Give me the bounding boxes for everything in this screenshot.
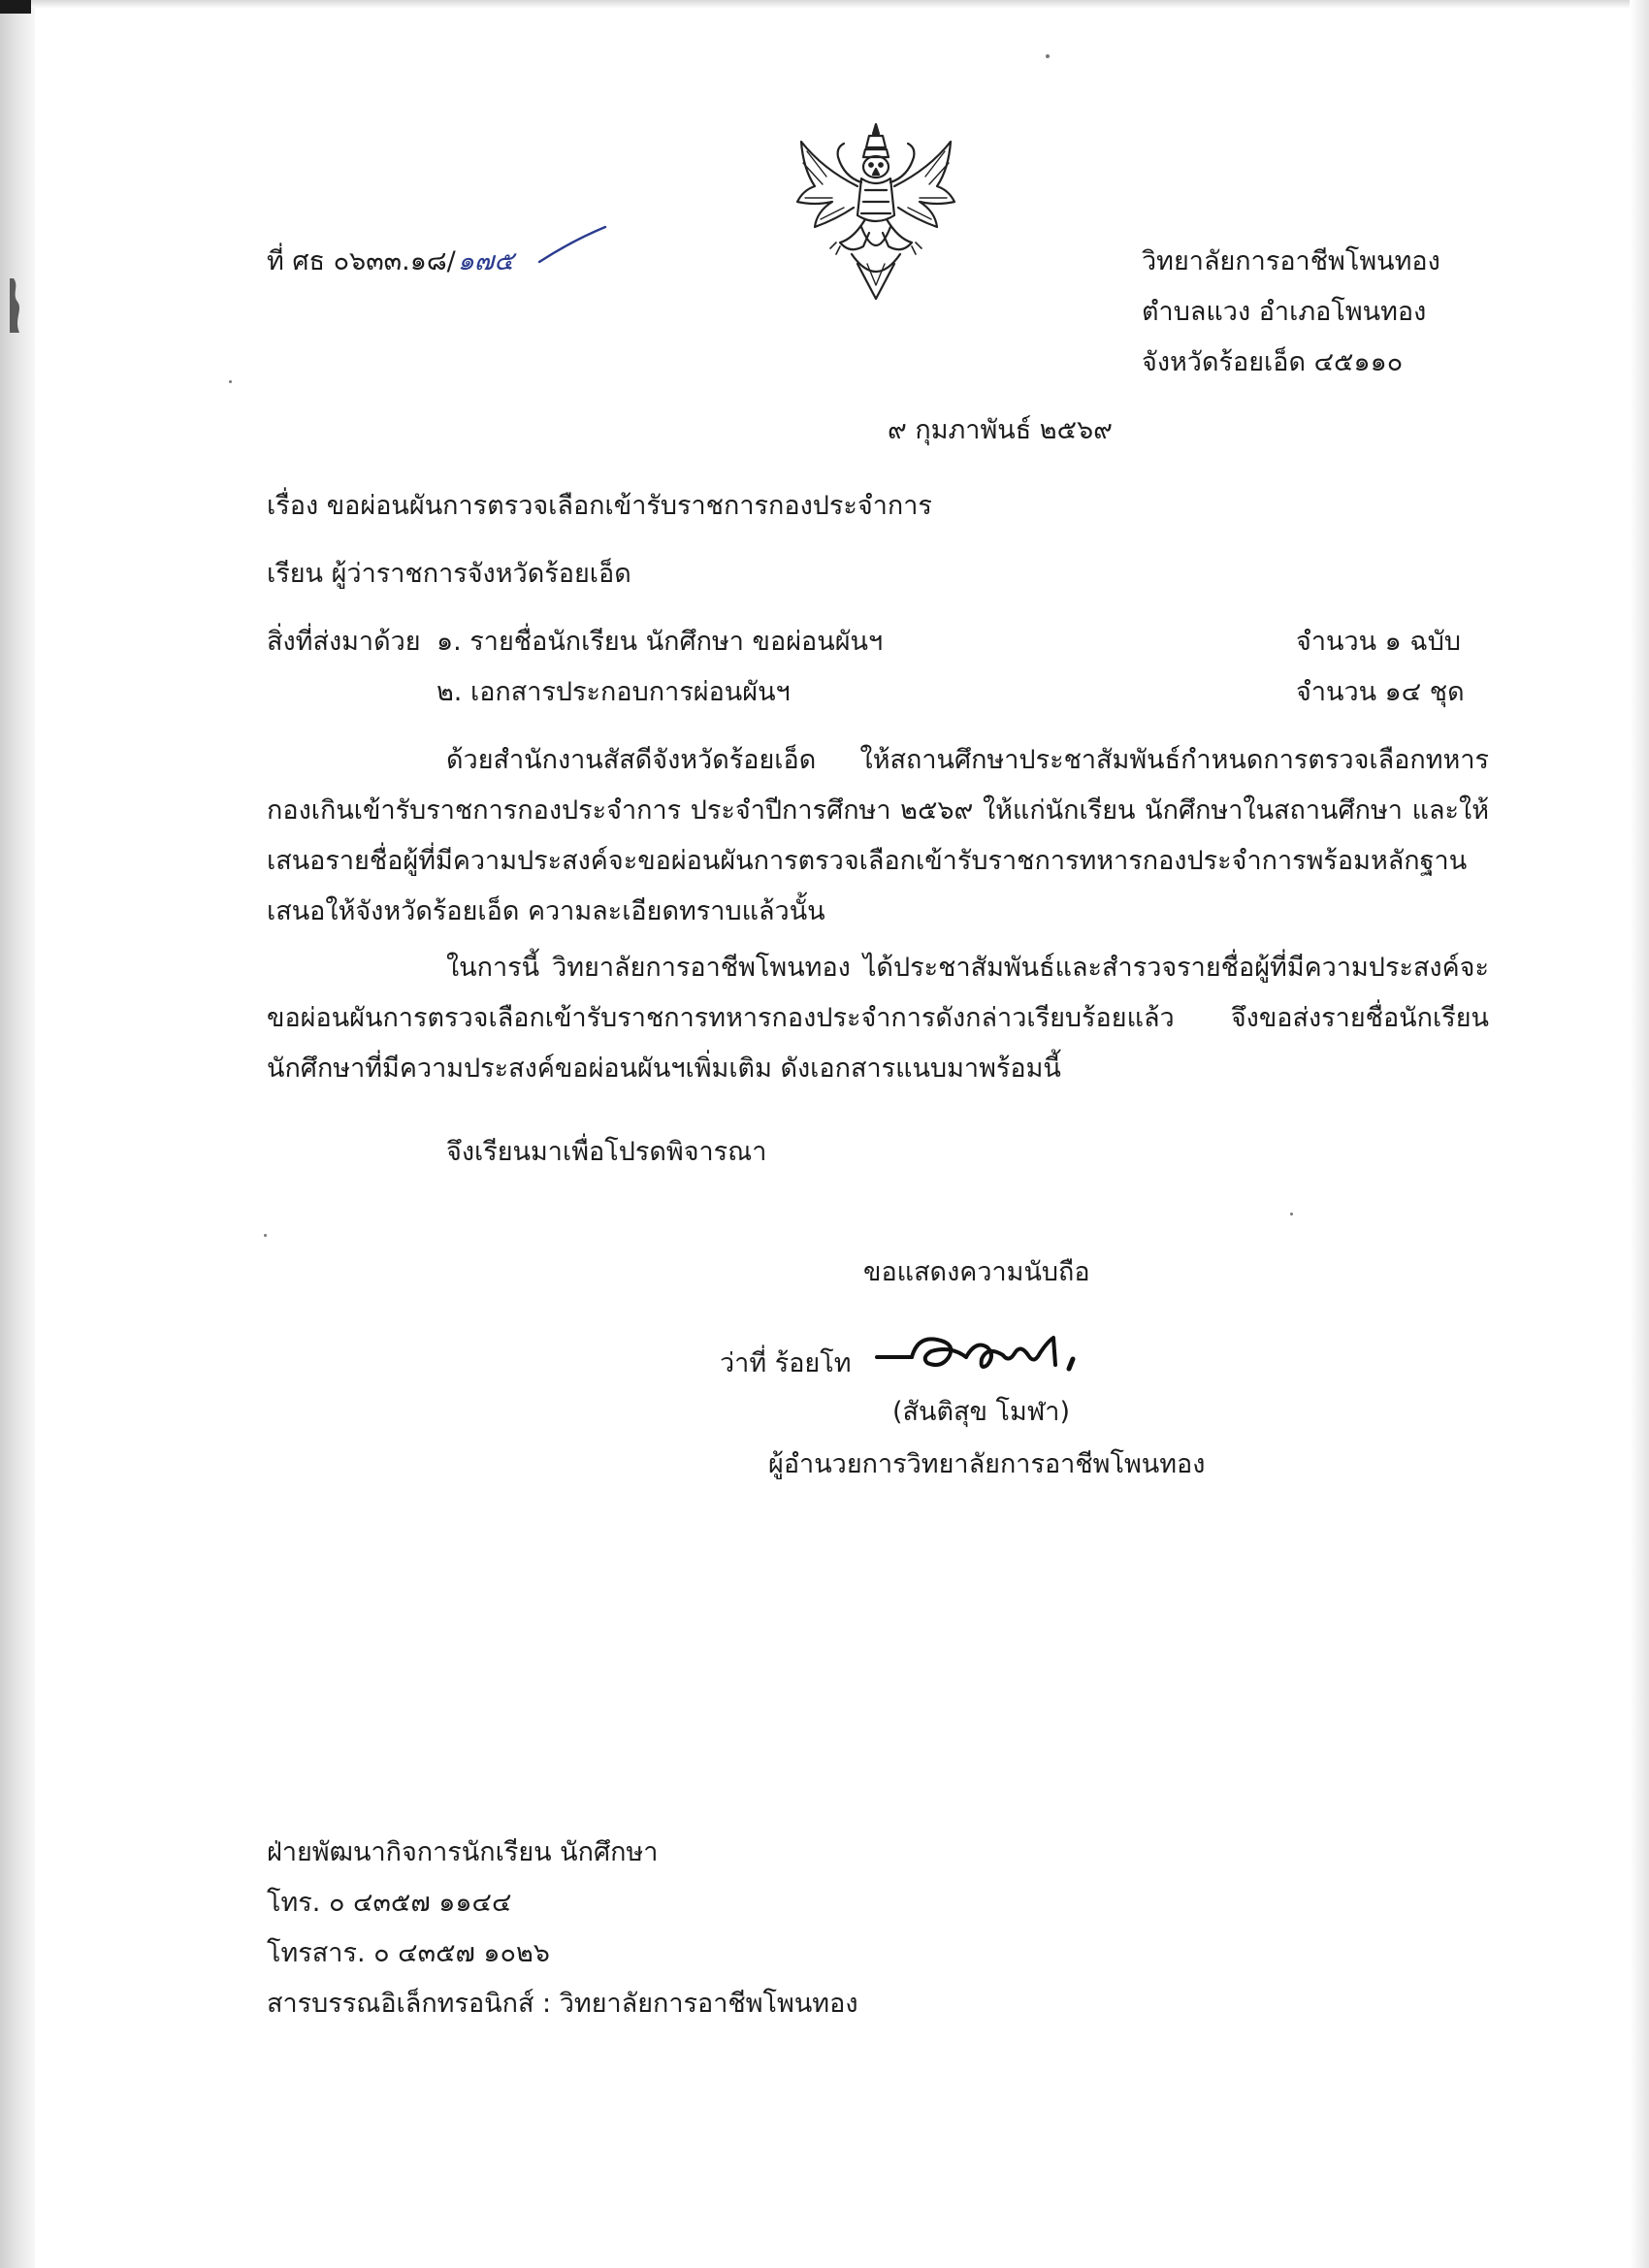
footer-fax: โทรสาร. ๐ ๔๓๕๗ ๑๐๒๖ (267, 1938, 550, 1968)
garuda-emblem-icon (793, 118, 958, 303)
complimentary-close: ขอแสดงความนับถือ (863, 1257, 1090, 1287)
signer-title: ผู้อำนวยการวิทยาลัยการอาชีพโพนทอง (768, 1449, 1206, 1479)
dust-speck (1290, 1213, 1293, 1215)
reference-number (267, 246, 514, 277)
dust-speck (1046, 54, 1050, 58)
handwritten-stroke (534, 223, 611, 272)
reference-handwritten-number: ๑๗๕ (457, 246, 514, 276)
scan-corner-mark (0, 0, 31, 14)
footer-department: ฝ่ายพัฒนากิจการนักเรียน นักศึกษา (267, 1837, 659, 1867)
footer-phone: โทร. ๐ ๔๓๕๗ ๑๑๔๔ (267, 1888, 512, 1918)
scan-edge-right (1630, 0, 1649, 2268)
signer-rank: ว่าที่ ร้อยโท (720, 1348, 852, 1378)
paper-tear-mark (8, 276, 29, 335)
footer-email: สารบรรณอิเล็กทรอนิกส์ : วิทยาลัยการอาชีพโพนทอง (267, 1989, 858, 2019)
enclosure-item: ๑. รายชื่อนักเรียน นักศึกษา ขอผ่อนผันฯ (436, 627, 884, 657)
scan-edge-top (0, 0, 1649, 8)
enclosure-item: ๒. เอกสารประกอบการผ่อนผันฯ (436, 677, 791, 707)
sender-address-line: วิทยาลัยการอาชีพโพนทอง (1142, 246, 1440, 276)
letter-subject: เรื่อง ขอผ่อนผันการตรวจเลือกเข้ารับราชการกองประจำการ (267, 491, 932, 521)
enclosure-quantity: จำนวน ๑ ฉบับ (1296, 627, 1462, 657)
enclosures-label: สิ่งที่ส่งมาด้วย (267, 627, 421, 657)
scan-edge-left (0, 0, 35, 2268)
sender-address-line: ตำบลแวง อำเภอโพนทอง (1142, 297, 1427, 327)
sender-address-line: จังหวัดร้อยเอ็ด ๔๕๑๑๐ (1142, 347, 1404, 377)
dust-speck (264, 1234, 267, 1237)
letter-date: ๙ กุมภาพันธ์ ๒๕๖๙ (888, 415, 1113, 445)
dust-speck (229, 380, 232, 383)
signer-name: (สันติสุข โมฬา) (892, 1397, 1070, 1427)
letter-salutation: เรียน ผู้ว่าราชการจังหวัดร้อยเอ็ด (267, 559, 631, 589)
reference-prefix: ที่ ศธ ๐๖๓๓.๑๘/ (267, 246, 456, 276)
body-paragraph: ด้วยสำนักงานสัสดีจังหวัดร้อยเอ็ด ให้สถานศึกษาประชาสัมพันธ์กำหนดการตรวจเลือกทหารกองเกินเข้ารับราชการกองประจำการ ประจำปีการศึกษา ๒๕๖๙ ให้แก่นักเรียน นักศึกษาในสถานศึกษา และให้เสนอรายชื่อผู้ที่มีความประสงค์จะขอผ่อนผันการตรวจเลือกเข้ารับราชการทหารกองประจำการพร้อมหลักฐานเสนอให้จังหวัดร้อยเอ็ด ความละเอียดทราบแล้วนั้น (267, 745, 1489, 926)
enclosure-quantity: จำนวน ๑๔ ชุด (1296, 677, 1465, 707)
body-paragraph: ในการนี้ วิทยาลัยการอาชีพโพนทอง ได้ประชาสัมพันธ์และสำรวจรายชื่อผู้ที่มีความประสงค์จะขอผ่อนผันการตรวจเลือกเข้ารับราชการทหารกองประจำการดังกล่าวเรียบร้อยแล้ว จึงขอส่งรายชื่อนักเรียนนักศึกษาที่มีความประสงค์ขอผ่อนผันฯเพิ่มเติม ดังเอกสารแนบมาพร้อมนี้ (267, 953, 1489, 1084)
closing-line: จึงเรียนมาเพื่อโปรดพิจารณา (446, 1137, 767, 1167)
handwritten-signature (873, 1314, 1135, 1402)
